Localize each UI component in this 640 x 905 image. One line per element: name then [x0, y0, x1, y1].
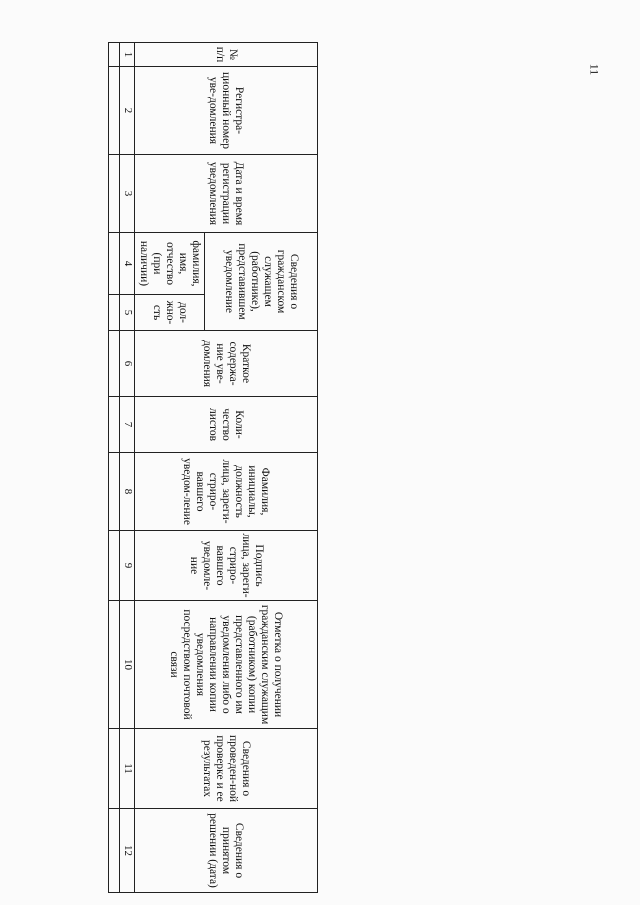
- table-cell: [109, 67, 120, 155]
- table-cell: [109, 155, 120, 233]
- notification-registry-table: [108, 42, 318, 893]
- table-cell: [109, 397, 120, 453]
- table-row: [109, 43, 120, 893]
- table-cell: [109, 809, 120, 893]
- header-col-1: № п/п: [134, 43, 317, 67]
- column-numbers-row: [120, 43, 134, 893]
- header-col-5: дол-жно-сть: [134, 295, 204, 331]
- header-col-4: фамилия, имя, отчество (при наличии): [134, 233, 204, 295]
- table-cell: [109, 43, 120, 67]
- table-cell: [109, 531, 120, 601]
- header-col-12: Сведения о принятом решении (дата): [134, 809, 317, 893]
- table-cell: [109, 729, 120, 809]
- column-number: 9: [120, 531, 134, 601]
- column-number: 6: [120, 331, 134, 397]
- table-cell: [109, 331, 120, 397]
- column-number: 11: [120, 729, 134, 809]
- column-number: 7: [120, 397, 134, 453]
- column-number: 4: [120, 233, 134, 295]
- header-col-2: Регистра-ционный номер уве-домления: [134, 67, 317, 155]
- column-number: 5: [120, 295, 134, 331]
- table-cell: [109, 233, 120, 295]
- header-col-11: Сведения о проведен-ной проверке и ее результатах: [134, 729, 317, 809]
- column-number: 1: [120, 43, 134, 67]
- column-number: 2: [120, 67, 134, 155]
- header-col-10: Отметка о получении гражданским служащим (работником) копии представленного им уведомления либо о направлении копии уведомления посредством почтовой связи: [134, 601, 317, 729]
- registry-table-container: [108, 42, 318, 888]
- header-col-8: Фамилия, инициалы, должность лица, зареги-стриро-вавшего уведом-ление: [134, 453, 317, 531]
- header-col-7: Коли-чество листов: [134, 397, 317, 453]
- header-col-3: Дата и время регистрации уведомления: [134, 155, 317, 233]
- table-cell: [109, 453, 120, 531]
- header-col-9: Подпись лица, зареги-стриро-вавшего уведомле-ние: [134, 531, 317, 601]
- page-number: 11: [587, 63, 602, 76]
- column-number: 3: [120, 155, 134, 233]
- table-cell: [109, 295, 120, 331]
- header-col-4-5-group: Сведения о гражданском служащем (работнике), представившем уведомление: [204, 233, 317, 331]
- column-number: 10: [120, 601, 134, 729]
- header-col-6: Краткое содержа-ние уве-домления: [134, 331, 317, 397]
- column-number: 8: [120, 453, 134, 531]
- table-cell: [109, 601, 120, 729]
- column-number: 12: [120, 809, 134, 893]
